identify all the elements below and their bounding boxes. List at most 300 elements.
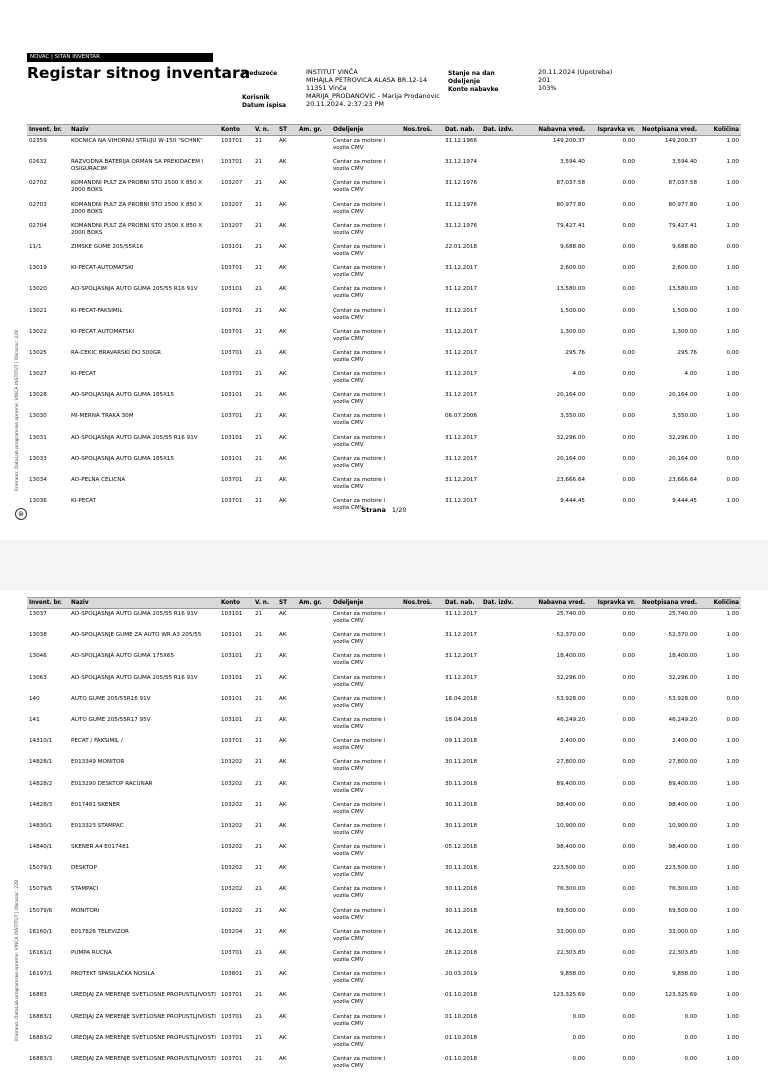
cell-am-gr: [297, 475, 331, 496]
cell-dat-nab: 18.04.2018: [445, 716, 478, 723]
cell-am-gr: [297, 390, 331, 411]
konto-value: 103%: [538, 84, 557, 92]
cell-konto: 103101: [221, 455, 243, 462]
cell-naziv: AO-SPOLJASNJE GUME ZA AUTO WR A3 205/55: [71, 632, 202, 639]
cell-ispravka-vr: 0.00: [622, 222, 635, 229]
table-row: [27, 906, 741, 927]
cell-konto: 103207: [221, 201, 243, 208]
cell-ispravka-vr: 0.00: [622, 180, 635, 187]
cell-konto: 103202: [221, 844, 243, 851]
table-row: [27, 673, 741, 694]
table-row: [27, 454, 741, 475]
cell-ispravka-vr: 0.00: [622, 674, 635, 681]
cell-nabavna-vred: 22,303.80: [556, 950, 585, 956]
cell-vn: 21: [255, 455, 263, 462]
cell-inv-no: 14828/1: [29, 759, 53, 766]
cell-dat-nab: 30.11.2018: [445, 865, 478, 872]
cell-nos-tros: [401, 136, 443, 158]
cell-inv-no: 14310/1: [29, 738, 53, 745]
korisnik-label: Korisnik: [242, 94, 270, 101]
table-row: [27, 779, 741, 800]
preduzece-line-2: MIHAJLA PETROVICA ALASA BR.12-14: [306, 76, 428, 84]
table-row: [27, 348, 741, 369]
cell-nos-tros: [401, 157, 443, 178]
cell-st: AK: [279, 738, 287, 745]
cell-vn: 21: [255, 1034, 263, 1041]
cell-odeljenje: Centar za motore i vozila CMV: [333, 286, 386, 300]
cell-ispravka-vr: 0.00: [622, 349, 635, 356]
cell-am-gr: [297, 263, 331, 284]
cell-kolicina: 1.00: [726, 265, 739, 272]
cell-dat-nab: 31.12.2017: [445, 265, 478, 272]
cell-ispravka-vr: 0.00: [622, 992, 635, 999]
cell-dat-izdv: [481, 927, 521, 948]
cell-dat-izdv: [481, 475, 521, 496]
column-header-neotpisana-vred: Neotpisana vred.: [637, 125, 699, 136]
cell-odeljenje: Centar za motore i vozila CMV: [333, 716, 386, 730]
cell-neotpisana-vred: 32,296.00: [668, 434, 697, 441]
cell-nabavna-vred: 89,400.00: [556, 780, 585, 787]
cell-neotpisana-vred: 2,600.00: [672, 265, 697, 272]
cell-odeljenje: Centar za motore i vozila CMV: [333, 992, 386, 1006]
cell-kolicina: 0.00: [726, 455, 739, 462]
cell-nos-tros: [401, 800, 443, 821]
cell-inv-no: 15079/6: [29, 907, 53, 914]
cell-inv-no: 13031: [29, 434, 47, 441]
cell-konto: 103202: [221, 780, 243, 787]
cell-odeljenje: Centar za motore i vozila CMV: [333, 243, 386, 257]
cell-st: AK: [279, 695, 287, 702]
cell-dat-nab: 22.01.2018: [445, 243, 478, 250]
cell-neotpisana-vred: 13,580.00: [668, 286, 697, 293]
cell-kolicina: 1.00: [726, 801, 739, 808]
cell-naziv: AO-SPOLJASNJA AUTO GUMA 185X15: [71, 455, 175, 462]
cell-am-gr: [297, 157, 331, 178]
cell-ispravka-vr: 0.00: [622, 265, 635, 272]
cell-odeljenje: Centar za motore i vozila CMV: [333, 865, 386, 879]
cell-konto: 103101: [221, 716, 243, 723]
cell-naziv: PUMPA RUCNA: [71, 950, 112, 956]
table-row: [27, 433, 741, 454]
cell-nabavna-vred: 4.00: [572, 371, 585, 378]
cell-inv-no: 15079/5: [29, 886, 53, 893]
cell-naziv: STAMPACI: [71, 886, 99, 893]
column-header-ispravka-vr: Ispravka vr.: [587, 125, 637, 136]
cell-dat-nab: 31.12.1966: [445, 138, 478, 144]
cell-nabavna-vred: 0.00: [572, 1013, 585, 1020]
cell-dat-nab: 06.07.2006: [445, 413, 478, 420]
cell-nabavna-vred: 9,688.80: [560, 243, 585, 250]
cell-konto: 103701: [221, 1013, 243, 1020]
cell-am-gr: [297, 736, 331, 757]
cell-vn: 21: [255, 498, 263, 505]
inventory-table-page-2: [27, 597, 741, 1075]
cell-nabavna-vred: 3,350.00: [560, 413, 585, 420]
table-row: [27, 411, 741, 432]
cell-vn: 21: [255, 971, 263, 978]
cell-naziv: RAZVODNA BATERIJA ORMAN SA PREKIDACEM I OSIGURACIM: [71, 159, 204, 173]
cell-dat-izdv: [481, 411, 521, 432]
table-row: [27, 200, 741, 221]
column-header-st: ST: [277, 125, 297, 136]
cell-st: AK: [279, 907, 287, 914]
table-row: [27, 694, 741, 715]
cell-st: AK: [279, 328, 287, 335]
cell-am-gr: [297, 284, 331, 305]
cell-nabavna-vred: 25,740.00: [556, 611, 585, 617]
cell-odeljenje: Centar za motore i vozila CMV: [333, 950, 386, 963]
cell-dat-izdv: [481, 390, 521, 411]
cell-nabavna-vred: 80,977.80: [556, 201, 585, 208]
cell-nos-tros: [401, 411, 443, 432]
cell-ispravka-vr: 0.00: [622, 307, 635, 314]
cell-nabavna-vred: 0.00: [572, 1055, 585, 1062]
cell-dat-nab: 31.12.2017: [445, 674, 478, 681]
cell-dat-izdv: [481, 454, 521, 475]
column-header-naziv: Naziv: [69, 598, 219, 609]
cell-inv-no: 15079/1: [29, 865, 53, 872]
cell-vn: 21: [255, 865, 263, 872]
cell-vn: 21: [255, 716, 263, 723]
cell-nabavna-vred: 223,500.00: [552, 865, 585, 872]
stanje-value: 20.11.2024 (Upotreba): [538, 68, 613, 76]
cell-vn: 21: [255, 822, 263, 829]
cell-inv-no: 16197/1: [29, 971, 53, 978]
cell-konto: 103701: [221, 992, 243, 999]
cell-konto: 103701: [221, 1055, 243, 1062]
cell-inv-no: 140: [29, 695, 40, 702]
cell-st: AK: [279, 759, 287, 766]
cell-nabavna-vred: 52,370.00: [556, 632, 585, 639]
cell-vn: 21: [255, 1055, 263, 1062]
table-header-row: [27, 125, 741, 136]
datum-label: Datum ispisa: [242, 102, 287, 109]
cell-odeljenje: Centar za motore i vozila CMV: [333, 695, 386, 709]
cell-konto: 103202: [221, 865, 243, 872]
cell-konto: 103202: [221, 907, 243, 914]
cell-naziv: AO-SPOLJASNJA AUTO GUMA 205/55 R16 91V: [71, 286, 198, 293]
column-header-kolicina: Količina: [699, 125, 741, 136]
cell-am-gr: [297, 757, 331, 778]
cell-ispravka-vr: 0.00: [622, 844, 635, 851]
cell-dat-izdv: [481, 673, 521, 694]
cell-ispravka-vr: 0.00: [622, 1034, 635, 1041]
cell-nos-tros: [401, 673, 443, 694]
cell-konto: 103101: [221, 611, 243, 617]
cell-nos-tros: [401, 263, 443, 284]
cell-dat-izdv: [481, 842, 521, 863]
cell-dat-izdv: [481, 906, 521, 927]
cell-neotpisana-vred: 10,900.00: [668, 822, 697, 829]
column-header-dat-nab: Dat. nab.: [443, 125, 481, 136]
column-header-neotpisana-vred: Neotpisana vred.: [637, 598, 699, 609]
cell-inv-no: 02704: [29, 222, 47, 229]
cell-dat-nab: 01.10.2018: [445, 1055, 478, 1062]
cell-dat-nab: 31.12.2017: [445, 286, 478, 293]
cell-inv-no: 13028: [29, 392, 47, 399]
table-row: [27, 990, 741, 1011]
cell-konto: 103101: [221, 392, 243, 399]
table-row: [27, 715, 741, 736]
cell-neotpisana-vred: 32,296.00: [668, 674, 697, 681]
cell-st: AK: [279, 243, 287, 250]
cell-dat-nab: 31.12.2017: [445, 328, 478, 335]
cell-vn: 21: [255, 222, 263, 229]
cell-nos-tros: [401, 906, 443, 927]
datum-value: 20.11.2024, 2:37:23 PM: [306, 100, 384, 108]
cell-am-gr: [297, 306, 331, 327]
cell-ispravka-vr: 0.00: [622, 738, 635, 745]
cell-nos-tros: [401, 390, 443, 411]
cell-st: AK: [279, 801, 287, 808]
cell-dat-nab: 01.10.2018: [445, 1034, 478, 1041]
cell-inv-no: 13036: [29, 498, 47, 505]
cell-odeljenje: Centar za motore i vozila CMV: [333, 455, 386, 469]
cell-dat-nab: 31.12.1976: [445, 180, 478, 187]
page-footer: [0, 506, 768, 514]
cell-naziv: SKENER A4 E017481: [71, 844, 130, 851]
cell-neotpisana-vred: 4.00: [684, 371, 697, 378]
cell-st: AK: [279, 138, 287, 144]
cell-konto: 103207: [221, 180, 243, 187]
cell-ispravka-vr: 0.00: [622, 822, 635, 829]
logo-icon: ⊜: [15, 508, 27, 520]
cell-vn: 21: [255, 286, 263, 293]
cell-am-gr: [297, 136, 331, 158]
cell-am-gr: [297, 863, 331, 884]
cell-vn: 21: [255, 950, 263, 956]
cell-nos-tros: [401, 884, 443, 905]
cell-neotpisana-vred: 87,037.58: [668, 180, 697, 187]
cell-nos-tros: [401, 736, 443, 757]
cell-kolicina: 1.00: [726, 1013, 739, 1020]
cell-naziv: E017826 TELEVIZOR: [71, 928, 129, 935]
cell-naziv: E013349 MONITOR: [71, 759, 125, 766]
cell-dat-izdv: [481, 630, 521, 651]
table-row: [27, 927, 741, 948]
cell-konto: 103701: [221, 265, 243, 272]
cell-konto: 103701: [221, 477, 243, 483]
cell-st: AK: [279, 349, 287, 356]
side-credit-text: Kreirano: DataLab programske opreme: VINCA INSTITUT | Obrazac: 228: [15, 330, 20, 491]
cell-kolicina: 1.00: [726, 928, 739, 935]
cell-odeljenje: Centar za motore i vozila CMV: [333, 971, 386, 985]
cell-nos-tros: [401, 1033, 443, 1054]
cell-st: AK: [279, 286, 287, 293]
cell-nabavna-vred: 23,666.64: [556, 477, 585, 483]
cell-dat-izdv: [481, 157, 521, 178]
cell-kolicina: 1.00: [726, 371, 739, 378]
cell-neotpisana-vred: 223,500.00: [664, 865, 697, 872]
cell-st: AK: [279, 434, 287, 441]
cell-dat-nab: 31.12.2017: [445, 477, 478, 483]
cell-nabavna-vred: 123,325.69: [552, 992, 585, 999]
cell-nos-tros: [401, 1054, 443, 1075]
cell-konto: 103701: [221, 738, 243, 745]
cell-dat-izdv: [481, 736, 521, 757]
cell-konto: 103801: [221, 971, 243, 978]
cell-kolicina: 1.00: [726, 759, 739, 766]
cell-ispravka-vr: 0.00: [622, 392, 635, 399]
column-header-vn: V. n.: [253, 598, 277, 609]
cell-vn: 21: [255, 328, 263, 335]
cell-nos-tros: [401, 715, 443, 736]
cell-nabavna-vred: 0.00: [572, 1034, 585, 1041]
cell-st: AK: [279, 1055, 287, 1062]
cell-kolicina: 1.00: [726, 222, 739, 229]
cell-neotpisana-vred: 89,400.00: [668, 780, 697, 787]
cell-konto: 103101: [221, 286, 243, 293]
cell-odeljenje: Centar za motore i vozila CMV: [333, 674, 386, 688]
cell-dat-nab: 18.04.2018: [445, 695, 478, 702]
cell-odeljenje: Centar za motore i vozila CMV: [333, 822, 386, 836]
cell-inv-no: 14828/2: [29, 780, 53, 787]
cell-am-gr: [297, 327, 331, 348]
cell-nos-tros: [401, 694, 443, 715]
table-row: [27, 136, 741, 158]
cell-konto: 103101: [221, 632, 243, 639]
cell-kolicina: 1.00: [726, 992, 739, 999]
cell-odeljenje: Centar za motore i vozila CMV: [333, 907, 386, 921]
cell-dat-nab: 31.12.2017: [445, 632, 478, 639]
cell-odeljenje: Centar za motore i vozila CMV: [333, 886, 386, 900]
cell-naziv: AUTO GUME 205/55R16 91V: [71, 695, 151, 702]
cell-ispravka-vr: 0.00: [622, 759, 635, 766]
cell-kolicina: 1.00: [726, 434, 739, 441]
cell-inv-no: 16160/1: [29, 928, 53, 935]
cell-dat-nab: 30.11.2018: [445, 886, 478, 893]
cell-odeljenje: Centar za motore i vozila CMV: [333, 392, 386, 406]
cell-odeljenje: Centar za motore i vozila CMV: [333, 1013, 386, 1027]
cell-neotpisana-vred: 52,370.00: [668, 632, 697, 639]
cell-st: AK: [279, 632, 287, 639]
cell-kolicina: 0.00: [726, 477, 739, 483]
odeljenje-value: 201: [538, 76, 551, 84]
cell-odeljenje: Centar za motore i vozila CMV: [333, 738, 386, 752]
cell-st: AK: [279, 886, 287, 893]
cell-st: AK: [279, 822, 287, 829]
cell-am-gr: [297, 454, 331, 475]
cell-neotpisana-vred: 123,325.69: [664, 992, 697, 999]
cell-naziv: ZIMSKE GUME 205/55R16: [71, 243, 144, 250]
cell-odeljenje: Centar za motore i vozila CMV: [333, 138, 386, 151]
cell-st: AK: [279, 455, 287, 462]
cell-st: AK: [279, 392, 287, 399]
cell-nabavna-vred: 13,580.00: [556, 286, 585, 293]
table-row: [27, 475, 741, 496]
cell-dat-izdv: [481, 821, 521, 842]
cell-odeljenje: Centar za motore i vozila CMV: [333, 653, 386, 667]
cell-st: AK: [279, 222, 287, 229]
cell-konto: 103701: [221, 328, 243, 335]
cell-neotpisana-vred: 2,400.00: [672, 738, 697, 745]
cell-dat-nab: 31.12.1976: [445, 201, 478, 208]
cell-am-gr: [297, 411, 331, 432]
cell-nos-tros: [401, 863, 443, 884]
cell-neotpisana-vred: 3,350.00: [672, 413, 697, 420]
cell-nabavna-vred: 9,444.45: [560, 498, 585, 505]
cell-kolicina: 1.00: [726, 159, 739, 166]
cell-nos-tros: [401, 284, 443, 305]
cell-am-gr: [297, 694, 331, 715]
cell-am-gr: [297, 369, 331, 390]
cell-vn: 21: [255, 265, 263, 272]
cell-odeljenje: Centar za motore i vozila CMV: [333, 349, 386, 363]
cell-st: AK: [279, 413, 287, 420]
cell-nos-tros: [401, 306, 443, 327]
cell-ispravka-vr: 0.00: [622, 632, 635, 639]
table-row: [27, 630, 741, 651]
cell-dat-nab: 26.12.2018: [445, 928, 478, 935]
cell-nos-tros: [401, 242, 443, 263]
cell-neotpisana-vred: 23,666.64: [668, 477, 697, 483]
column-header-st: ST: [277, 598, 297, 609]
table-row: [27, 306, 741, 327]
cell-inv-no: 16883/3: [29, 1055, 53, 1062]
cell-kolicina: 1.00: [726, 413, 739, 420]
korisnik-value: MARIJA_PRODANOVIC - Marija Prodanovic: [306, 92, 440, 100]
cell-ispravka-vr: 0.00: [622, 653, 635, 660]
cell-kolicina: 1.00: [726, 138, 739, 144]
cell-dat-nab: 31.12.2017: [445, 653, 478, 660]
cell-nos-tros: [401, 454, 443, 475]
cell-vn: 21: [255, 632, 263, 639]
cell-konto: 103202: [221, 822, 243, 829]
cell-odeljenje: Centar za motore i vozila CMV: [333, 759, 386, 773]
cell-vn: 21: [255, 844, 263, 851]
cell-naziv: PROTEKT SPASILAČKA NOSILA: [71, 971, 155, 978]
cell-dat-izdv: [481, 884, 521, 905]
cell-inv-no: 02702: [29, 180, 47, 187]
cell-ispravka-vr: 0.00: [622, 201, 635, 208]
column-header-naziv: Naziv: [69, 125, 219, 136]
cell-dat-nab: 30.11.2018: [445, 907, 478, 914]
cell-nos-tros: [401, 433, 443, 454]
cell-ispravka-vr: 0.00: [622, 801, 635, 808]
cell-kolicina: 1.00: [726, 286, 739, 293]
cell-vn: 21: [255, 243, 263, 250]
cell-am-gr: [297, 348, 331, 369]
report-page-2: [0, 590, 768, 1069]
column-header-am-gr: Am. gr.: [297, 125, 331, 136]
cell-neotpisana-vred: 1,500.00: [672, 307, 697, 314]
cell-kolicina: 1.00: [726, 653, 739, 660]
cell-nabavna-vred: 10,900.00: [556, 822, 585, 829]
column-header-dat-izdv: Dat. izdv.: [481, 598, 521, 609]
cell-naziv: KOMANDNI PULT ZA PROBNI STO 2500 X 850 X 2000 BOKS: [71, 180, 203, 194]
cell-nabavna-vred: 1,300.00: [560, 328, 585, 335]
cell-inv-no: 13030: [29, 413, 47, 420]
cell-ispravka-vr: 0.00: [622, 695, 635, 702]
cell-naziv: AO-SPOLJASNJA AUTO GUMA 205/55 R16 91V: [71, 674, 198, 681]
cell-st: AK: [279, 477, 287, 483]
cell-konto: 103207: [221, 222, 243, 229]
cell-st: AK: [279, 1034, 287, 1041]
cell-vn: 21: [255, 780, 263, 787]
cell-st: AK: [279, 865, 287, 872]
cell-am-gr: [297, 800, 331, 821]
cell-vn: 21: [255, 886, 263, 893]
table-row: [27, 390, 741, 411]
cell-nabavna-vred: 3,594.40: [560, 159, 585, 166]
cell-ispravka-vr: 0.00: [622, 865, 635, 872]
cell-am-gr: [297, 715, 331, 736]
cell-neotpisana-vred: 18,400.00: [668, 653, 697, 660]
cell-inv-no: 13019: [29, 265, 47, 272]
cell-nos-tros: [401, 948, 443, 969]
footer-label: Strana: [361, 506, 386, 514]
cell-dat-nab: 01.10.2018: [445, 1013, 478, 1020]
